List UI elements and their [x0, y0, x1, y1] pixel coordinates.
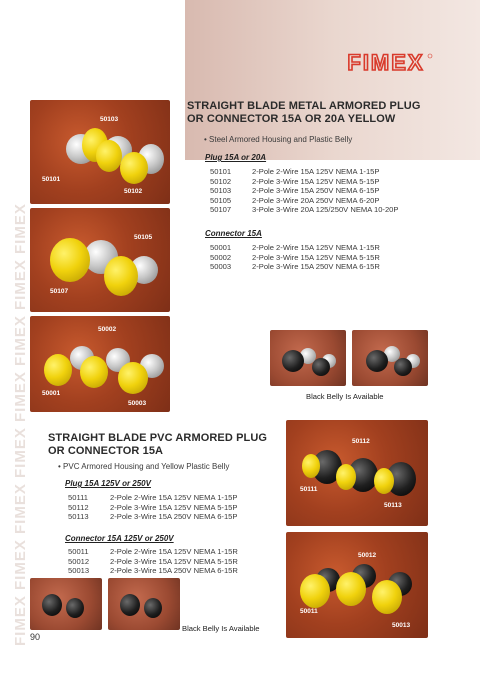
section1-connector-list [210, 243, 380, 272]
photo-label: 50011 [300, 608, 318, 615]
bottom-stripe [0, 640, 480, 673]
section2-connector-heading: Connector 15A 125V or 250V [65, 534, 174, 543]
photo-label: 50103 [100, 116, 119, 123]
brand-watermark: FIMEX FIMEX FIMEX FIMEX FIMEX FIMEX FIMEX FIMEX [12, 203, 29, 646]
list-item: 50111 2-Pole 2-Wire 15A 125V NEMA 1-15P [68, 493, 238, 502]
list-item: 50012 2-Pole 3-Wire 15A 125V NEMA 5-15R [68, 556, 238, 566]
black-belly-caption: Black Belly Is Available [306, 392, 384, 401]
photo-label: 50101 [42, 176, 61, 183]
list-item: 50101 2-Pole 2-Wire 15A 125V NEMA 1-15P [210, 167, 380, 176]
section2-plug-heading: Plug 15A 125V or 250V [65, 479, 151, 488]
section2-plug-list [68, 493, 237, 522]
list-item: 50001 2-Pole 2-Wire 15A 125V NEMA 1-15R [210, 243, 380, 252]
section1-plug-list [210, 167, 398, 215]
photo-label: 50102 [124, 188, 143, 195]
page-number: 90 [30, 632, 41, 642]
section1-connector-heading: Connector 15A [205, 229, 262, 238]
photo-pvc-connectors [286, 532, 428, 638]
photo-20a-plugs [30, 208, 170, 312]
section1-plug-heading: Plug 15A or 20A [205, 153, 267, 162]
photo-label: 50111 [300, 486, 318, 493]
photo-metal-plugs [30, 100, 170, 204]
photo-label: 50105 [134, 234, 153, 241]
photo-label: 50002 [98, 326, 117, 333]
list-item: 50112 2-Pole 3-Wire 15A 125V NEMA 5-15P [68, 502, 238, 512]
photo-label: 50001 [42, 390, 61, 397]
photo-label: 50113 [384, 502, 402, 509]
list-item: 50105 2-Pole 3-Wire 20A 250V NEMA 6-20P [210, 195, 380, 205]
list-item: 50011 2-Pole 2-Wire 15A 125V NEMA 1-15R [68, 547, 238, 556]
photo-pvc-plugs [286, 420, 428, 526]
black-belly-caption-2: Black Belly Is Available [182, 624, 260, 633]
section1-bullet: • Steel Armored Housing and Plastic Belly [204, 135, 353, 144]
fimex-logo-icon [338, 50, 434, 76]
photo-label: 50003 [128, 400, 147, 407]
photo-metal-connectors [30, 316, 170, 412]
svg-text:FIMEX: FIMEX [347, 50, 425, 75]
photo-label: 50112 [352, 438, 370, 445]
list-item: 50013 2-Pole 3-Wire 15A 250V NEMA 6-15R [68, 566, 238, 576]
section2-bullet: • PVC Armored Housing and Yellow Plastic Belly [58, 462, 230, 471]
list-item: 50103 2-Pole 3-Wire 15A 250V NEMA 6-15P [210, 186, 380, 196]
section2-title: STRAIGHT BLADE PVC ARMORED PLUG OR CONNECTOR 15A [48, 432, 268, 457]
section2-connector-list [68, 547, 238, 576]
photo-black-belly-plug-2 [30, 578, 102, 630]
photo-black-belly-connector [352, 330, 428, 386]
photo-label: 50012 [358, 552, 377, 559]
section1-title: STRAIGHT BLADE METAL ARMORED PLUG OR CONNECTOR 15A OR 20A YELLOW [187, 100, 421, 125]
list-item: 50107 3-Pole 3-Wire 20A 125/250V NEMA 10-20P [210, 205, 399, 215]
photo-black-belly-plug [270, 330, 346, 386]
fimex-logo [338, 50, 434, 76]
list-item: 50003 2-Pole 3-Wire 15A 250V NEMA 6-15R [210, 262, 380, 272]
photo-black-belly-connector-2 [108, 578, 180, 630]
photo-label: 50013 [392, 622, 411, 629]
list-item: 50113 2-Pole 3-Wire 15A 250V NEMA 6-15P [68, 512, 238, 522]
list-item: 50102 2-Pole 3-Wire 15A 125V NEMA 5-15P [210, 176, 380, 186]
photo-label: 50107 [50, 288, 69, 295]
list-item: 50002 2-Pole 3-Wire 15A 125V NEMA 5-15R [210, 252, 380, 262]
